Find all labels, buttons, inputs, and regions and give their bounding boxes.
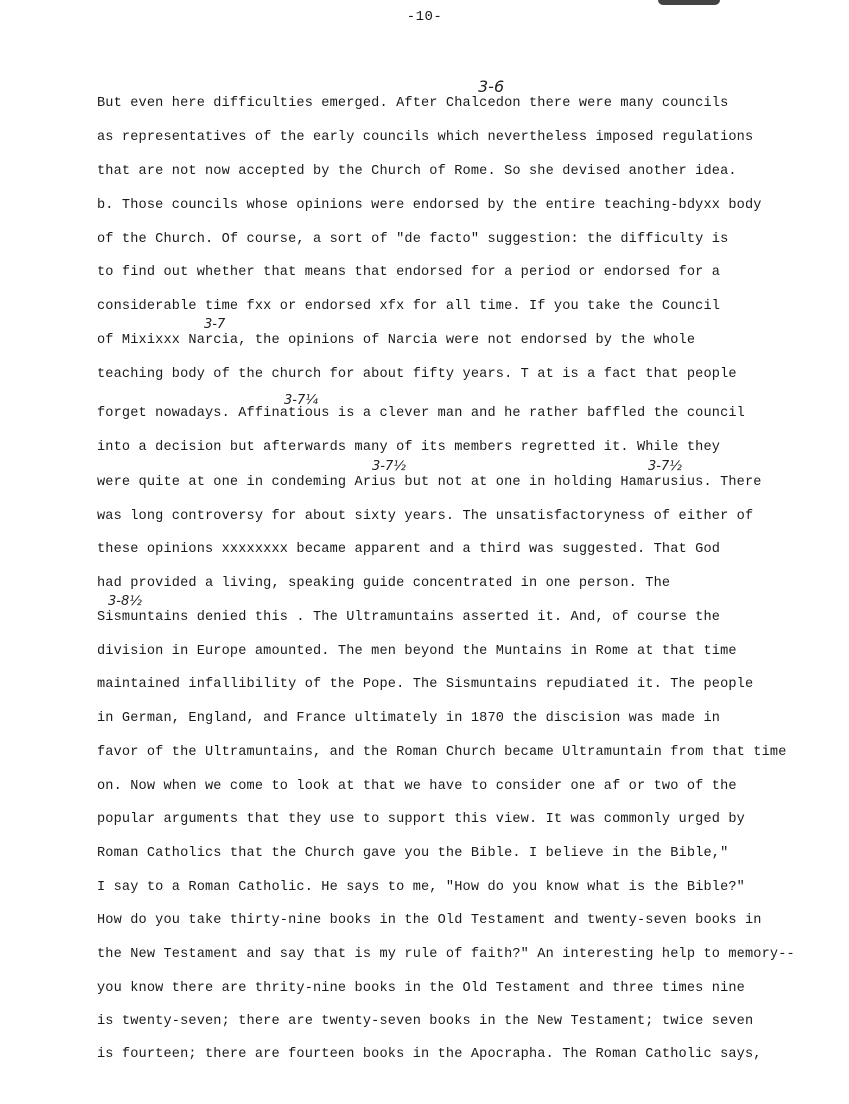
text-line: Roman Catholics that the Church gave you the Bible. I believe in the Bible," bbox=[97, 846, 729, 861]
text-line: of the Church. Of course, a sort of "de facto" suggestion: the difficulty is bbox=[97, 232, 729, 247]
ink-smudge bbox=[658, 0, 720, 5]
text-line: as representatives of the early councils which nevertheless imposed regulations bbox=[97, 130, 754, 145]
handwritten-annotation: 3-7¼ bbox=[284, 393, 318, 408]
text-line: you know there are thrity-nine books in the Old Testament and three times nine bbox=[97, 981, 745, 996]
text-line: b. Those councils whose opinions were endorsed by the entire teaching-bdyxx body bbox=[97, 198, 762, 213]
text-line: on. Now when we come to look at that we have to consider one af or two of the bbox=[97, 779, 737, 794]
text-line: How do you take thirty-nine books in the Old Testament and twenty-seven books in bbox=[97, 913, 762, 928]
text-line: is twenty-seven; there are twenty-seven books in the New Testament; twice seven bbox=[97, 1014, 754, 1029]
text-line: is fourteen; there are fourteen books in the Apocrapha. The Roman Catholic says, bbox=[97, 1047, 762, 1062]
text-line: of Mixixxx Narcia, the opinions of Narcia were not endorsed by the whole bbox=[97, 333, 696, 348]
text-line: these opinions xxxxxxxx became apparent and a third was suggested. That God bbox=[97, 542, 721, 557]
text-line: I say to a Roman Catholic. He says to me, "How do you know what is the Bible?" bbox=[97, 880, 745, 895]
handwritten-annotation: 3-8½ bbox=[108, 594, 142, 609]
text-line: was long controversy for about sixty years. The unsatisfactoryness of either of bbox=[97, 509, 754, 524]
text-line: had provided a living, speaking guide concentrated in one person. The bbox=[97, 576, 671, 591]
text-line: that are not now accepted by the Church of Rome. So she devised another idea. bbox=[97, 164, 737, 179]
text-line: division in Europe amounted. The men beyond the Muntains in Rome at that time bbox=[97, 644, 737, 659]
text-line: Sismuntains denied this . The Ultramuntains asserted it. And, of course the bbox=[97, 610, 721, 625]
text-line: But even here difficulties emerged. After Chalcedon there were many councils bbox=[97, 96, 729, 111]
handwritten-annotation: 3-6 bbox=[478, 77, 505, 96]
text-line: considerable time fxx or endorsed xfx for all time. If you take the Council bbox=[97, 299, 721, 314]
text-line: popular arguments that they use to support this view. It was commonly urged by bbox=[97, 812, 745, 827]
handwritten-annotation: 3-7 bbox=[204, 317, 226, 332]
text-line: into a decision but afterwards many of its members regretted it. While they bbox=[97, 440, 721, 455]
text-line: favor of the Ultramuntains, and the Roman Church became Ultramuntain from that time bbox=[97, 745, 787, 760]
text-line: teaching body of the church for about fifty years. T at is a fact that people bbox=[97, 367, 737, 382]
text-line: in German, England, and France ultimately in 1870 the discision was made in bbox=[97, 711, 721, 726]
text-line: maintained infallibility of the Pope. The Sismuntains repudiated it. The people bbox=[97, 677, 754, 692]
text-line: were quite at one in condeming Arius but not at one in holding Hamarusius. There bbox=[97, 475, 762, 490]
page-number: -10- bbox=[406, 9, 443, 25]
text-line: the New Testament and say that is my rule of faith?" An interesting help to memory-- bbox=[97, 947, 795, 962]
text-line: forget nowadays. Affinatious is a clever man and he rather baffled the council bbox=[97, 406, 745, 421]
handwritten-annotation: 3-7½ bbox=[372, 459, 406, 474]
text-line: to find out whether that means that endorsed for a period or endorsed for a bbox=[97, 265, 721, 280]
handwritten-annotation: 3-7½ bbox=[648, 459, 682, 474]
